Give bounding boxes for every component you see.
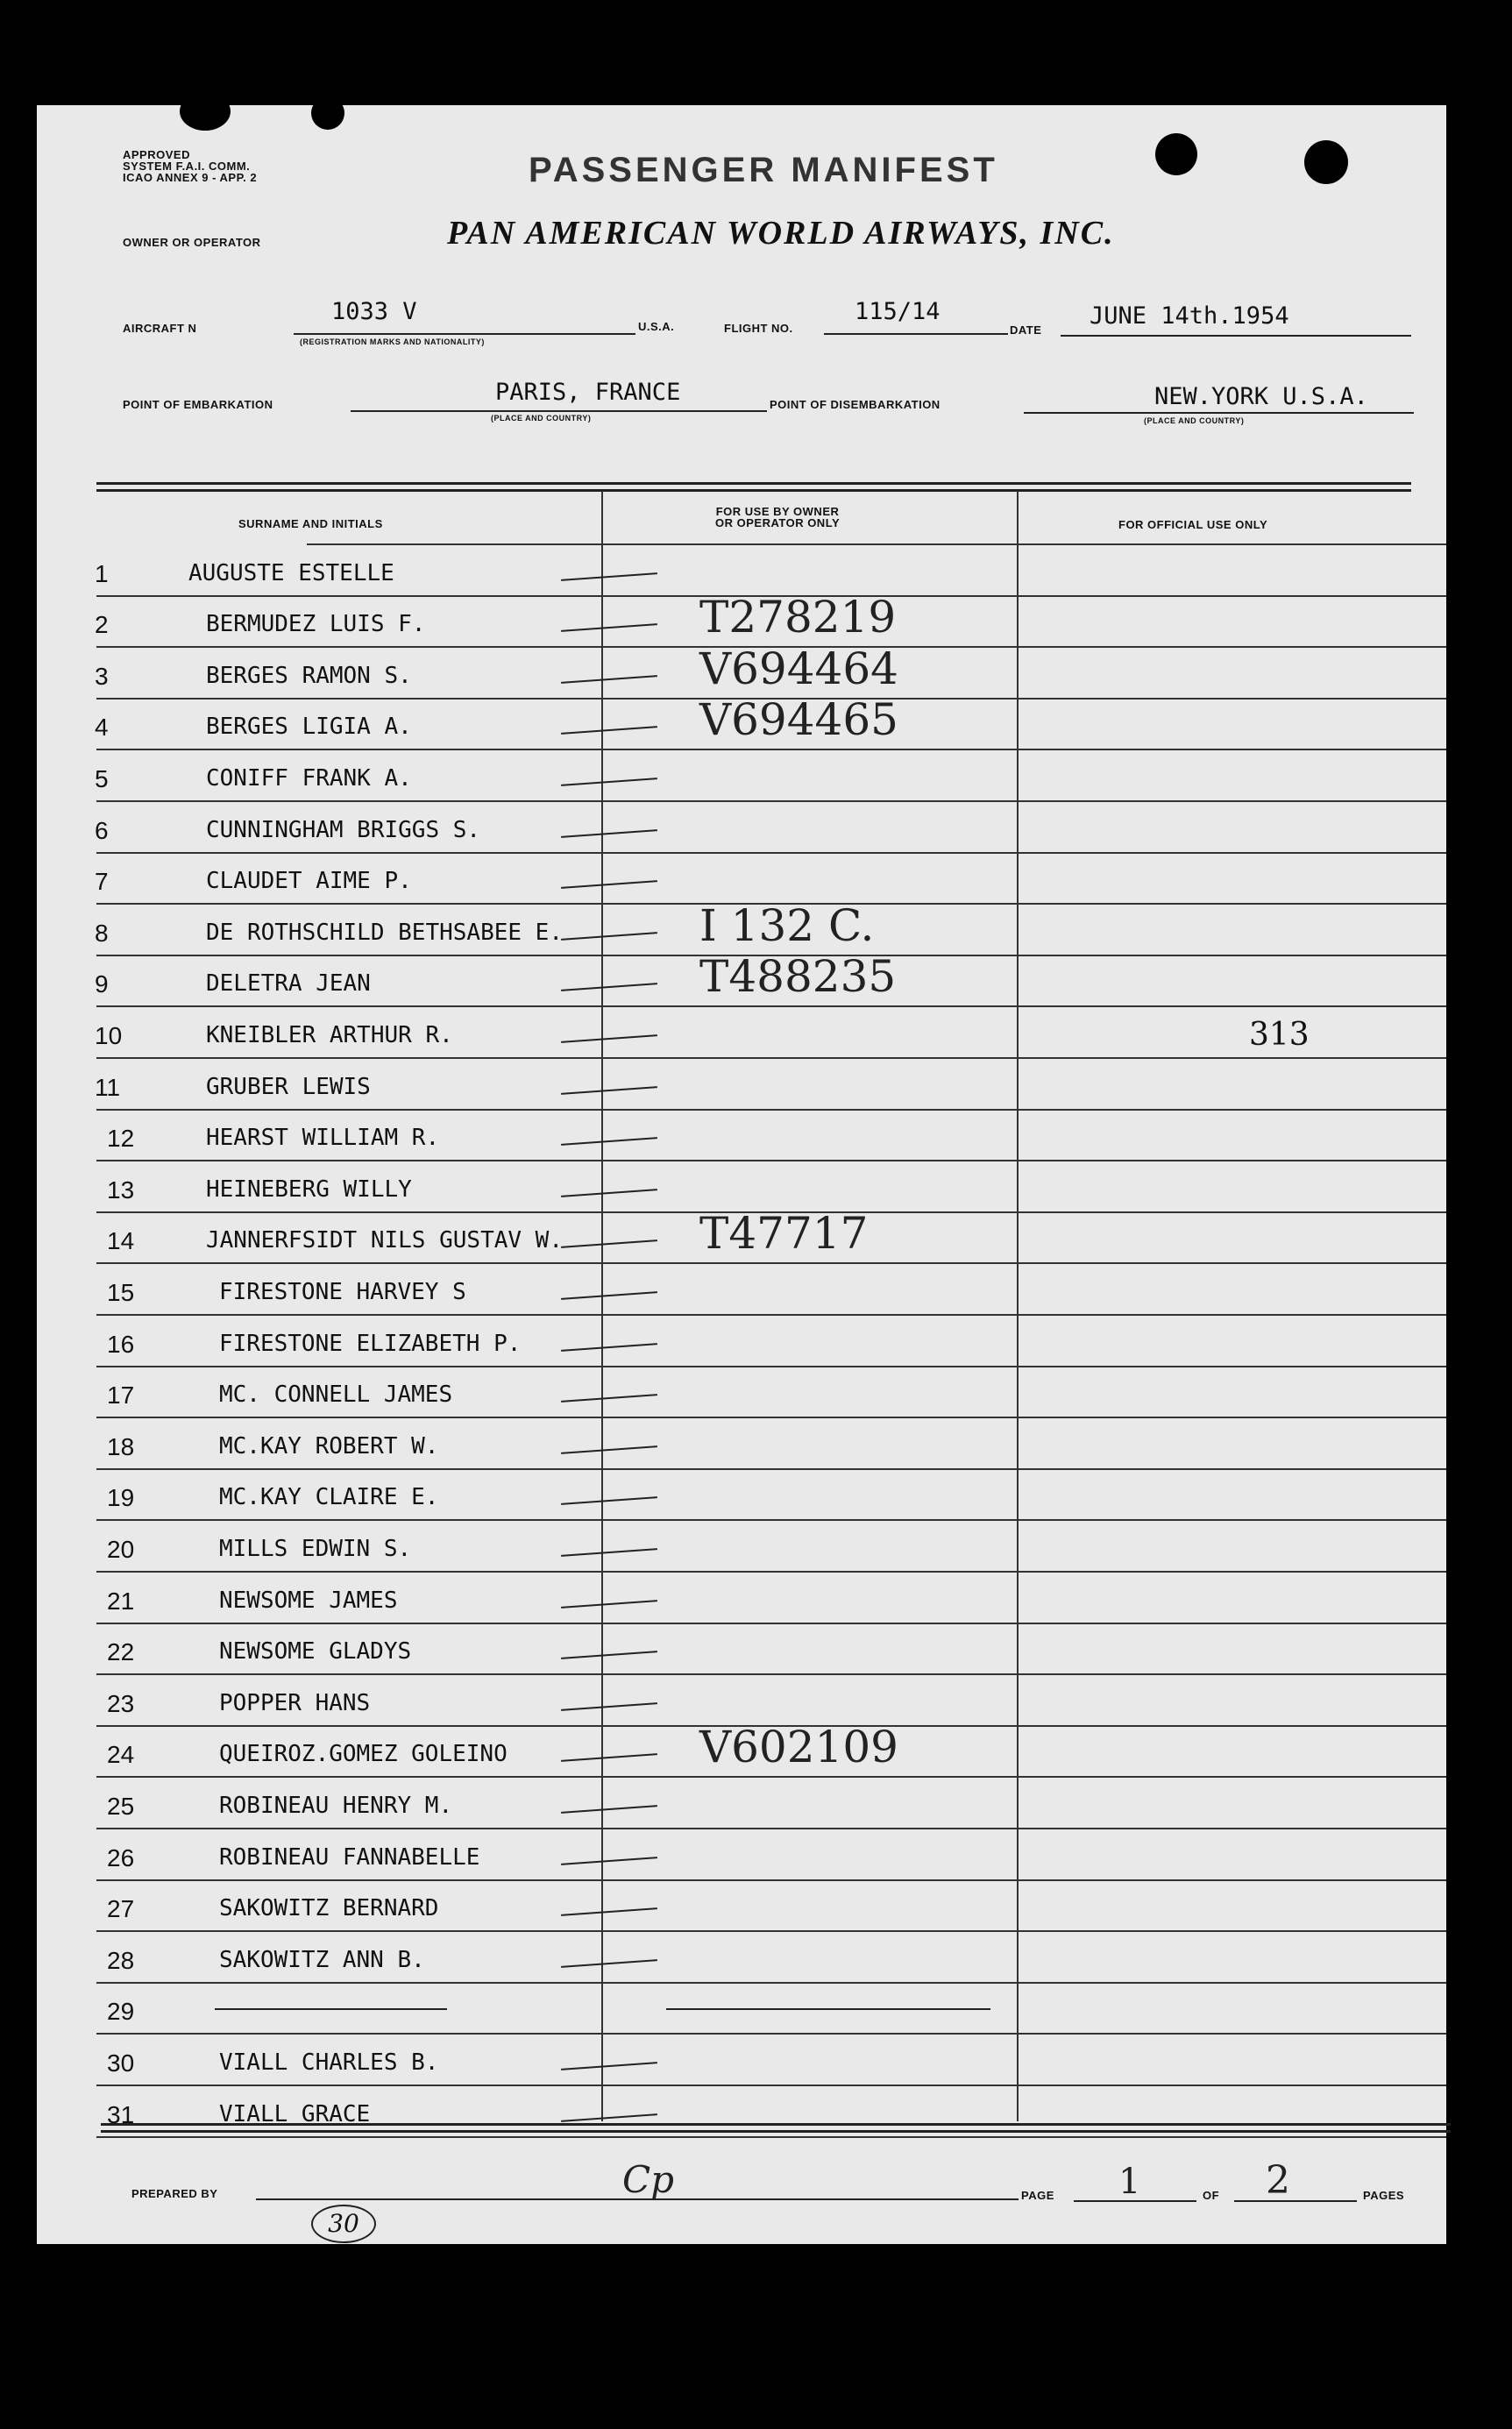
column-header-owner-use-line-1: FOR USE BY OWNER (715, 505, 840, 518)
row-line (96, 852, 1446, 854)
passenger-name: MC.KAY CLAIRE E. (219, 1484, 439, 1511)
row-line (96, 2033, 1446, 2035)
passenger-name: CLAUDET AIME P. (206, 868, 412, 895)
page-title: PASSENGER MANIFEST (529, 151, 998, 189)
row-number: 27 (107, 1895, 135, 1923)
table-top-border-2 (96, 489, 1411, 492)
punch-hole-top-left (180, 92, 231, 131)
column-divider-2 (1017, 491, 1019, 2121)
date-underline (1061, 335, 1411, 337)
airline-name: PAN AMERICAN WORLD AIRWAYS, INC. (447, 215, 1115, 252)
row-number: 2 (95, 611, 109, 639)
row-line (96, 1314, 1446, 1316)
prepared-signature: Cp (622, 2158, 675, 2201)
blank-row-dash (666, 2008, 990, 2010)
row-number: 6 (95, 816, 109, 844)
row-line (96, 1623, 1446, 1624)
row-number: 17 (107, 1381, 135, 1410)
page-value: 1 (1118, 2162, 1141, 2202)
row-number: 16 (107, 1330, 135, 1358)
row-number: 24 (107, 1741, 135, 1769)
passenger-name: HEINEBERG WILLY (206, 1175, 412, 1203)
circled-count-value: 30 (328, 2209, 359, 2238)
table-bottom-border (101, 2123, 1451, 2126)
embark-caption: (PLACE AND COUNTRY) (491, 414, 592, 423)
row-number: 15 (107, 1279, 135, 1306)
row-line (96, 1571, 1446, 1573)
row-number: 11 (95, 1073, 121, 1101)
row-line (96, 1109, 1446, 1111)
disembark-underline (1024, 412, 1414, 414)
column-header-owner-use-line-2: OR OPERATOR ONLY (715, 516, 841, 529)
row-number: 7 (95, 868, 109, 896)
embark-label: POINT OF EMBARKATION (123, 398, 273, 411)
passenger-name: MILLS EDWIN S. (219, 1536, 412, 1562)
country-label: U.S.A. (638, 320, 675, 333)
row-number: 1 (95, 559, 109, 587)
flight-value: 115/14 (855, 298, 941, 325)
passenger-name: BERMUDEZ LUIS F. (206, 611, 426, 638)
approval-line-3: ICAO ANNEX 9 - APP. 2 (123, 171, 258, 184)
passenger-name: VIALL CHARLES B. (219, 2049, 439, 2076)
table-top-border (96, 482, 1411, 485)
row-line (96, 1057, 1446, 1059)
approval-block (123, 149, 257, 183)
row-line (96, 1262, 1446, 1264)
registration-caption: (REGISTRATION MARKS AND NATIONALITY) (300, 337, 485, 346)
aircraft-underline (294, 333, 635, 335)
row-number: 29 (107, 1998, 135, 2026)
row-number: 10 (95, 1022, 123, 1049)
aircraft-value: 1033 V (331, 298, 417, 325)
disembark-caption: (PLACE AND COUNTRY) (1144, 416, 1245, 425)
row-number: 8 (95, 919, 109, 947)
passenger-name: ROBINEAU HENRY M. (219, 1793, 453, 1819)
pages-underline (1234, 2200, 1357, 2202)
punch-hole-top-left-2 (311, 96, 344, 130)
passenger-name: FIRESTONE ELIZABETH P. (219, 1330, 522, 1357)
row-number: 21 (107, 1587, 135, 1615)
row-line (96, 2085, 1446, 2086)
passenger-name: DE ROTHSCHILD BETHSABEE E. (206, 919, 563, 946)
embark-value: PARIS, FRANCE (495, 379, 681, 406)
passenger-name: BERGES RAMON S. (206, 662, 412, 689)
passenger-name: NEWSOME JAMES (219, 1587, 398, 1614)
blank-row-dash (215, 2008, 447, 2010)
passenger-name: DELETRA JEAN (206, 970, 371, 998)
passenger-name: JANNERFSIDT NILS GUSTAV W. (206, 1227, 563, 1254)
passenger-name: FIRESTONE HARVEY S (219, 1279, 466, 1305)
row-number: 9 (95, 970, 109, 998)
row-number: 18 (107, 1432, 135, 1460)
row-line (96, 1417, 1446, 1418)
operator-note: T278219 (699, 592, 897, 643)
row-line (96, 1005, 1446, 1007)
row-number: 28 (107, 1946, 135, 1974)
column-divider-1 (601, 491, 603, 2121)
passenger-name: GRUBER LEWIS (206, 1073, 371, 1100)
page-label: PAGE (1021, 2189, 1054, 2202)
approval-line-1: APPROVED (123, 148, 190, 161)
operator-note: V694465 (699, 694, 898, 746)
row-line (96, 1982, 1446, 1984)
date-label: DATE (1010, 323, 1042, 337)
row-number: 19 (107, 1484, 135, 1512)
passenger-name: QUEIROZ.GOMEZ GOLEINO (219, 1741, 508, 1768)
row-line (96, 1828, 1446, 1829)
row-number: 31 (107, 2100, 135, 2128)
passenger-name: MC. CONNELL JAMES (219, 1381, 453, 1409)
row-number: 26 (107, 1843, 135, 1871)
row-line (96, 1160, 1446, 1161)
punch-hole-top-right-2 (1304, 140, 1348, 184)
approval-line-2: SYSTEM F.A.I. COMM. (123, 160, 251, 173)
row-line (96, 1468, 1446, 1470)
operator-note: V694464 (699, 643, 898, 694)
passenger-name: ROBINEAU FANNABELLE (219, 1843, 480, 1871)
punch-hole-top-right (1155, 133, 1197, 175)
passenger-name: KNEIBLER ARTHUR R. (206, 1022, 453, 1048)
row-number: 14 (107, 1227, 135, 1255)
passenger-name: SAKOWITZ ANN B. (219, 1946, 425, 1973)
passenger-name: HEARST WILLIAM R. (206, 1125, 440, 1152)
row-line (96, 1519, 1446, 1521)
operator-note: T488235 (699, 951, 897, 1003)
operator-note: V602109 (699, 1722, 898, 1773)
passenger-name: POPPER HANS (219, 1689, 371, 1716)
passenger-name: AUGUSTE ESTELLE (188, 559, 394, 586)
row-number: 25 (107, 1793, 135, 1820)
official-value: 313 (1249, 1017, 1310, 1053)
passenger-name: VIALL GRACE (219, 2100, 371, 2127)
flight-underline (824, 333, 1008, 335)
flight-label: FLIGHT NO. (724, 322, 793, 335)
aircraft-label: AIRCRAFT N (123, 322, 197, 335)
manifest-sheet (37, 105, 1446, 2244)
column-header-owner-use (715, 506, 840, 529)
row-number: 20 (107, 1536, 135, 1563)
disembark-value: NEW.YORK U.S.A. (1154, 383, 1368, 410)
embark-underline (351, 410, 767, 412)
passenger-name: SAKOWITZ BERNARD (219, 1895, 439, 1922)
row-number: 13 (107, 1175, 135, 1204)
row-number: 12 (107, 1125, 135, 1153)
passenger-name: CONIFF FRANK A. (206, 765, 412, 792)
row-number: 5 (95, 765, 109, 792)
owner-label: OWNER OR OPERATOR (123, 236, 261, 249)
header-row-line (307, 543, 1446, 545)
row-line (96, 749, 1446, 750)
row-line (96, 800, 1446, 802)
circled-count (311, 2205, 376, 2243)
row-line (96, 1879, 1446, 1881)
row-line (96, 1673, 1446, 1675)
disembark-label: POINT OF DISEMBARKATION (770, 398, 941, 411)
pages-value: 2 (1266, 2158, 1290, 2203)
operator-note: I 132 C. (699, 899, 875, 951)
row-number: 4 (95, 714, 109, 742)
column-header-official: FOR OFFICIAL USE ONLY (1118, 518, 1268, 531)
date-value: JUNE 14th.1954 (1090, 302, 1289, 330)
passenger-name: MC.KAY ROBERT W. (219, 1432, 439, 1460)
row-number: 30 (107, 2049, 135, 2077)
row-line (96, 1366, 1446, 1367)
row-number: 23 (107, 1689, 135, 1717)
row-line (96, 1930, 1446, 1932)
prepared-label: PREPARED BY (131, 2187, 218, 2200)
operator-note: T47717 (699, 1208, 869, 1260)
passenger-name: CUNNINGHAM BRIGGS S. (206, 816, 481, 843)
column-header-surname: SURNAME AND INITIALS (238, 517, 383, 530)
passenger-name: NEWSOME GLADYS (219, 1638, 412, 1665)
row-number: 22 (107, 1638, 135, 1666)
row-line (96, 2136, 1446, 2138)
of-label: OF (1203, 2189, 1220, 2202)
row-number: 3 (95, 662, 109, 690)
row-line (96, 1776, 1446, 1778)
pages-label: PAGES (1363, 2189, 1405, 2202)
passenger-name: BERGES LIGIA A. (206, 714, 412, 741)
table-bottom-border-2 (101, 2130, 1451, 2133)
